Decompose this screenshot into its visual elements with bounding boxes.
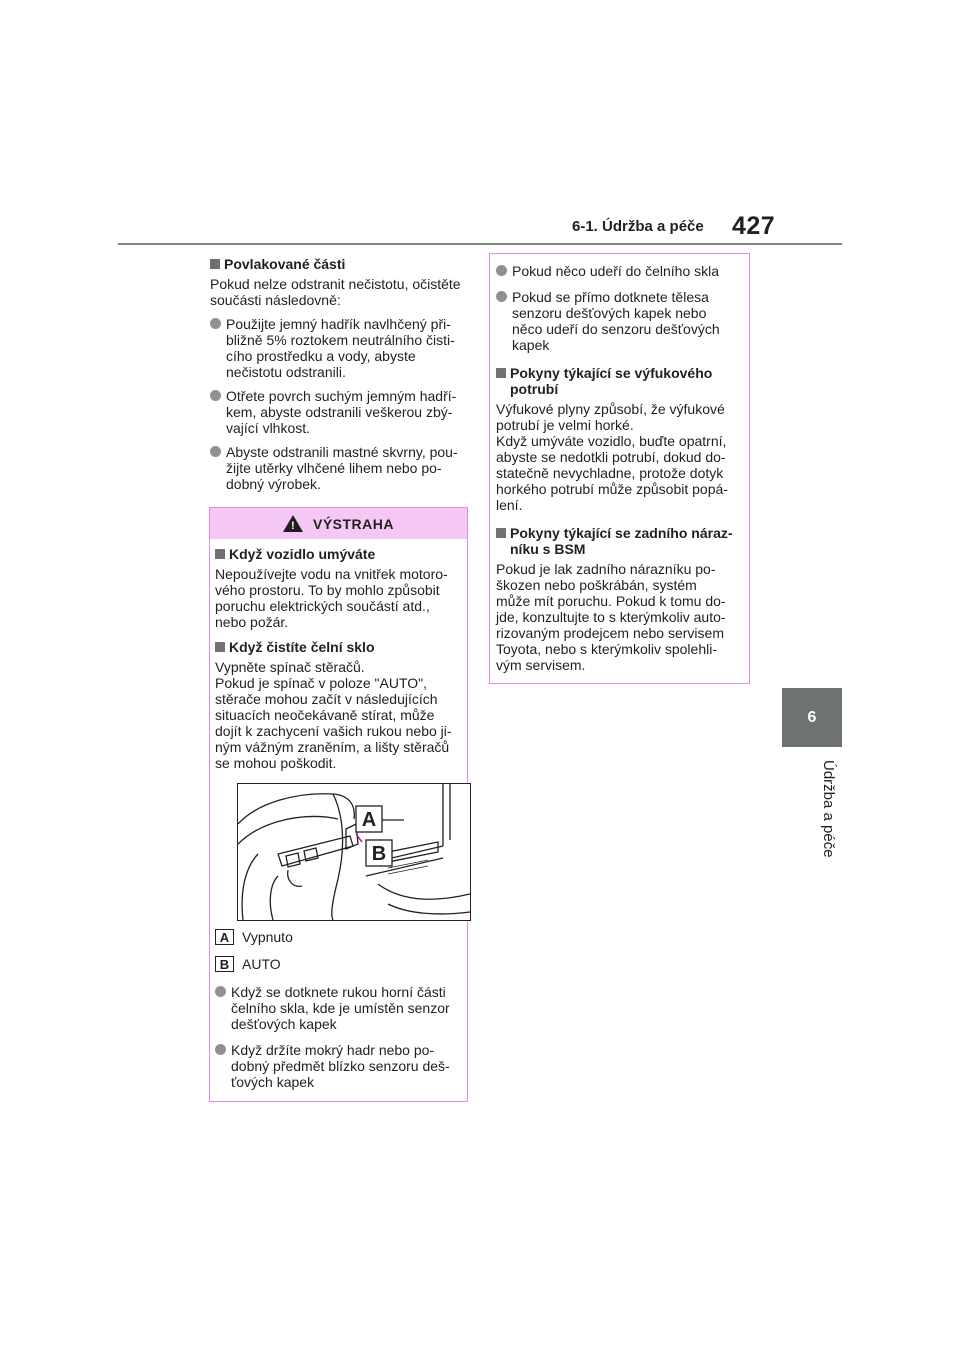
- legend-label-b: B: [215, 956, 234, 972]
- legend-text-b: AUTO: [242, 956, 281, 972]
- square-bullet-icon: [496, 368, 506, 378]
- list-item-text: Abyste odstranili mastné skvrny, pou- žijte utěrky vlhčené lihem nebo po- dobný výrobek.: [226, 444, 458, 492]
- square-bullet-icon: [210, 259, 220, 269]
- square-bullet-icon: [215, 549, 225, 559]
- callout-b-label: B: [371, 843, 387, 865]
- list-item: [215, 1042, 462, 1090]
- list-item: [210, 444, 472, 492]
- list-item-text: Použijte jemný hadřík navlhčený při- bližně 5% roztokem neutrálního čisti- cího prostředku a vody, abyste nečistotu odstranili.: [226, 316, 455, 380]
- list-item-text: Když se dotknete rukou horní části čelního skla, kde je umístěn senzor dešťových kapek: [231, 984, 450, 1032]
- bullet-dot-icon: [210, 446, 221, 457]
- list-item-text: Když držíte mokrý hadr nebo po- dobný předmět blízko senzoru deš- ťových kapek: [231, 1042, 450, 1090]
- list-item-text: Pokud něco udeří do čelního skla: [512, 263, 720, 279]
- heading-text: Pokyny týkající se výfukového potrubí: [510, 365, 713, 397]
- legend-text-a: Vypnuto: [242, 929, 293, 945]
- bullet-dot-icon: [210, 390, 221, 401]
- list-item-text: Otřete povrch suchým jemným hadří- kem, abyste odstranili veškerou zbý- vající vlhkost.: [226, 388, 457, 436]
- wiper-switch-illustration: [237, 783, 471, 921]
- section-heading: [210, 256, 472, 272]
- bullet-dot-icon: [496, 265, 507, 276]
- list-item: [496, 289, 743, 353]
- warning-header: [210, 508, 467, 539]
- legend-item-b: [215, 956, 462, 972]
- steering-column-drawing: [238, 784, 470, 920]
- section-heading: [496, 365, 743, 397]
- list-item: [210, 388, 472, 436]
- callout-a-label: A: [361, 809, 377, 831]
- bullet-dot-icon: [215, 986, 226, 997]
- right-column-box: [489, 253, 750, 684]
- bullet-dot-icon: [210, 318, 221, 329]
- page-number: 427: [732, 212, 776, 240]
- legend-label-a: A: [215, 929, 234, 945]
- chapter-tab-number[interactable]: 6: [782, 688, 842, 747]
- warning-box: [209, 507, 468, 1102]
- legend-item-a: [215, 929, 462, 945]
- bullet-dot-icon: [215, 1044, 226, 1055]
- paragraph: Výfukové plyny způsobí, že výfukové potrubí je velmi horké. Když umýváte vozidlo, buďte opatrní, abyste se nedotkli potrubí, dokud do- statečně nevychladne, protože dotyk horkého potrubí může způsobit popá- lení.: [496, 401, 728, 513]
- section-heading: [215, 639, 462, 655]
- bullet-dot-icon: [496, 291, 507, 302]
- list-item-text: Pokud se přímo dotknete tělesa senzoru dešťových kapek nebo něco udeří do senzoru dešťových kapek: [512, 289, 720, 353]
- chapter-tab-label: Údržba a péče: [820, 760, 837, 858]
- heading-text: Povlakované části: [224, 256, 346, 272]
- warning-triangle-icon: [283, 515, 303, 532]
- intro-text: Pokud nelze odstranit nečistotu, očistěte součásti následovně:: [210, 276, 461, 308]
- list-item: [215, 984, 462, 1032]
- heading-text: Když čistíte čelní sklo: [229, 639, 375, 655]
- left-column: [210, 256, 472, 492]
- header-divider: [118, 243, 842, 245]
- section-heading: [496, 525, 743, 557]
- warning-text: Nepoužívejte vodu na vnitřek motoro- vého prostoru. To by mohlo způsobit poruchu elektrických součástí atd., nebo požár.: [215, 566, 448, 630]
- section-title: 6-1. Údržba a péče: [572, 218, 704, 235]
- warning-text: Vypněte spínač stěračů. Pokud je spínač v poloze "AUTO", stěrače mohou začít v následujících situacích neočekávaně stírat, může dojít k zachycení vašich rukou nebo ji- ným vážným zraněním, a lišty stěračů se mohou poškodit.: [215, 659, 452, 771]
- warning-body: [210, 539, 467, 1090]
- heading-text: Pokyny týkající se zadního náraz- níku s BSM: [510, 525, 733, 557]
- warning-title: VÝSTRAHA: [312, 515, 394, 532]
- section-heading: [215, 546, 462, 562]
- square-bullet-icon: [496, 528, 506, 538]
- list-item: [210, 316, 472, 380]
- heading-text: Když vozidlo umýváte: [229, 546, 376, 562]
- paragraph: Pokud je lak zadního nárazníku po- škozen nebo poškrábán, systém může mít poruchu. Pokud k tomu do- jde, konzultujte to s kterýmkoliv auto- rizovaným prodejcem nebo servisem Toyota, nebo s kterýmkoliv spolehli- vým servisem.: [496, 561, 726, 673]
- square-bullet-icon: [215, 642, 225, 652]
- list-item: [496, 263, 743, 279]
